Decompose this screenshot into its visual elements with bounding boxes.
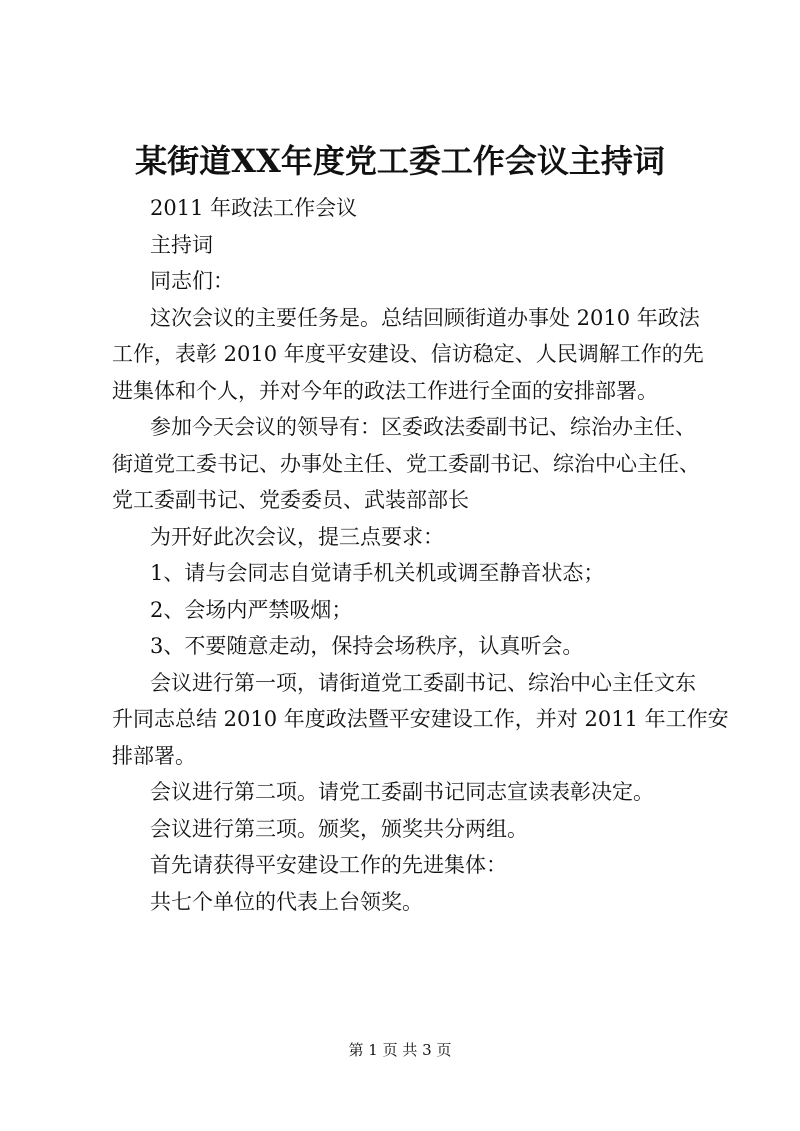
paragraph-line: 升同志总结 2010 年度政法暨平安建设工作，并对 2011 年工作安 — [112, 707, 729, 731]
paragraph-line: 首先请获得平安建设工作的先进集体： — [150, 853, 507, 877]
paragraph-line: 会议进行第一项，请街道党工委副书记、综治中心主任文东 — [150, 670, 696, 695]
paragraph-line: 为开好此次会议，提三点要求： — [150, 524, 444, 549]
document-title: 某街道XX年度党工委工作会议主持词 — [135, 142, 665, 180]
paragraph-line: 参加今天会议的领导有：区委政法委副书记、综治办主任、 — [150, 415, 696, 439]
paragraph-line: 工作，表彰 2010 年度平安建设、信访稳定、人民调解工作的先 — [112, 342, 704, 366]
paragraph-line: 1、请与会同志自觉请手机关机或调至静音状态； — [150, 561, 605, 585]
paragraph-line: 会议进行第三项。颁奖，颁奖共分两组。 — [150, 816, 528, 841]
page-footer: 第 1 页 共 3 页 — [348, 1041, 452, 1059]
paragraph-line: 会议进行第二项。请党工委副书记同志宣读表彰决定。 — [150, 780, 654, 804]
paragraph-line: 共七个单位的代表上台领奖。 — [150, 889, 423, 914]
paragraph-line: 主持词 — [150, 232, 213, 257]
paragraph-line: 同志们： — [150, 269, 234, 293]
paragraph-line: 2、会场内严禁吸烟； — [150, 597, 353, 622]
document-body — [112, 190, 729, 920]
paragraph-line: 2011 年政法工作会议 — [150, 196, 358, 220]
paragraph-line: 这次会议的主要任务是。总结回顾街道办事处 2010 年政法 — [150, 305, 700, 330]
paragraph-line: 进集体和个人，并对今年的政法工作进行全面的安排部署。 — [112, 378, 658, 403]
paragraph-line: 排部署。 — [112, 743, 196, 768]
paragraph-line: 党工委副书记、党委委员、武装部部长 — [112, 488, 469, 512]
paragraph-line: 街道党工委书记、办事处主任、党工委副书记、综治中心主任、 — [112, 451, 700, 476]
paragraph-line: 3、不要随意走动，保持会场秩序，认真听会。 — [150, 634, 584, 658]
